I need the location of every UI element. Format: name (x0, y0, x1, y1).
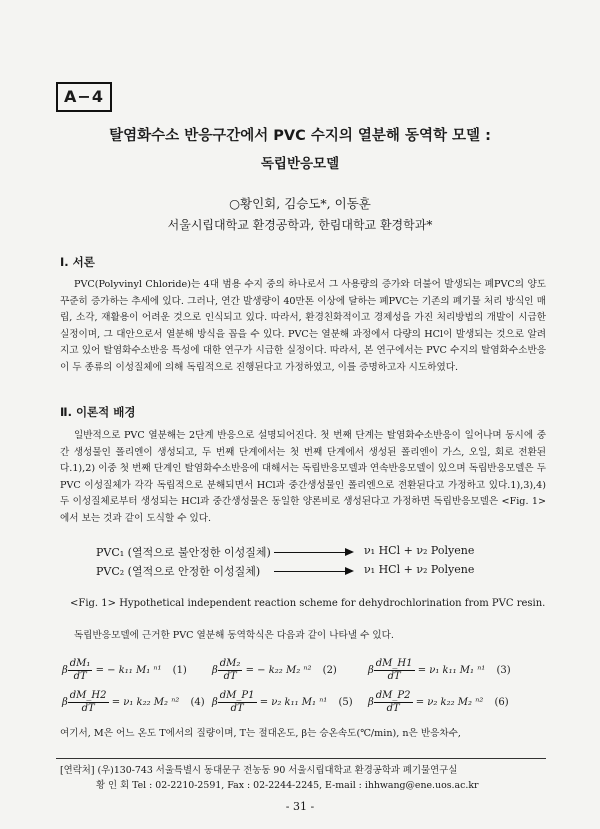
section-2-body (60, 428, 546, 528)
eq2-rhs: = − k₂₂ M₂ ⁿ² (245, 665, 312, 676)
eq1-num: dM₁ (69, 658, 91, 669)
scheme-row-2 (96, 563, 516, 581)
eq6-rhs: = ν₂ k₂₂ M₂ ⁿ² (415, 697, 484, 708)
eq4-den: dT (81, 703, 95, 714)
eq3-num: dM_H1 (375, 658, 413, 669)
eq2-num: dM₂ (219, 658, 241, 669)
eq2-den: dT (223, 671, 237, 682)
section-2-heading: Ⅱ. 이론적 배경 (60, 405, 136, 419)
eq4-num: dM_H2 (69, 690, 107, 701)
eq3-den: dT (387, 671, 401, 682)
eq6-num: dM_P2 (375, 690, 411, 701)
equation-6: β $\frac{dM\_P2}{dT}$ = ν₂ k₂₂ M₂ ⁿ² (6) (368, 690, 509, 714)
eq6-number: (6) (494, 697, 509, 708)
eq2-number: (2) (322, 665, 337, 676)
page-number: - 31 - (285, 800, 315, 813)
eq1-rhs: = − k₁₁ M₁ ⁿ¹ (95, 665, 162, 676)
eq5-number: (5) (338, 697, 353, 708)
eq3-rhs: = ν₁ k₁₁ M₁ ⁿ¹ (417, 665, 486, 676)
equation-1: β $\frac{\text{dM₁}}{dT}$ = − k₁₁ M₁ ⁿ¹ (1) (62, 658, 187, 682)
eq1-number: (1) (172, 665, 187, 676)
figure-caption: <Fig. 1> Hypothetical independent reaction scheme for dehydrochlorination from PVC resin. (70, 598, 546, 609)
right-arrow-icon (274, 552, 352, 553)
scheme-reactant-2: PVC₂ (열적으로 안정한 이성질체) (96, 565, 261, 578)
equation-4: β $\frac{dM\_H2}{dT}$ = ν₁ k₂₂ M₂ ⁿ² (4) (62, 690, 205, 714)
post-equations-text: 여기서, M은 어느 온도 T에서의 질량이며, T는 절대온도, β는 승온속도(℃/min), n은 반응차수, (60, 728, 461, 739)
equation-3: β $\frac{dM\_H1}{dT}$ = ν₁ k₁₁ M₁ ⁿ¹ (3) (368, 658, 511, 682)
post-equations (60, 726, 546, 743)
eq5-den: dT (230, 703, 244, 714)
equation-5: β $\frac{dM\_P1}{dT}$ = ν₂ k₁₁ M₁ ⁿ¹ (5) (212, 690, 353, 714)
eq1-den: dT (73, 671, 87, 682)
paper-title: 탈염화수소 반응구간에서 PVC 수지의 열분해 동역학 모델 : (109, 128, 491, 144)
section-2-paragraph: 일반적으로 PVC 열분해는 2단계 반응으로 설명되어진다. 첫 번째 단계는 탈염화수소반응이 일어나며 동시에 중간 생성물인 폴리엔이 생성되고, 두 번째 단계에서는 첫 번째 단계에서 생성된 폴리엔이 가스, 오일, 회로 전환된다.1),2) 이중 첫 번째 단계인 탈염화수소반응에 대해서는 독립반응모델과 연속반응모델이 있으며 독립반응모델은 두 PVC 이성질체가 각각 독립적으로 분해되면서 HCl과 중간생성물인 폴리엔으로 전환된다고 가정하고 있다.1),3),4) 두 이성질체로부터 생성되는 HCl과 중간생성물은 동일한 양론비로 생성된다고 가정하면 독립반응모델은 <Fig. 1>에서 보는 것과 같이 도식할 수 있다. (60, 430, 546, 524)
eq5-rhs: = ν₂ k₁₁ M₁ ⁿ¹ (259, 697, 328, 708)
section-badge: A−4 (56, 82, 112, 112)
scheme-products-1: ν₁ HCl + ν₂ Polyene (364, 544, 475, 557)
equations-intro-text: 독립반응모델에 근거한 PVC 열분해 동역학식은 다음과 같이 나타낼 수 있다. (74, 630, 394, 641)
contact-address: [연락처] (우)130-743 서울특별시 동대문구 전농동 90 서울시립대학교 환경공학과 폐기물연구실 (60, 765, 458, 776)
scheme-row-1 (96, 544, 516, 562)
section-1-heading: Ⅰ. 서론 (60, 255, 95, 269)
eq4-rhs: = ν₁ k₂₂ M₂ ⁿ² (111, 697, 180, 708)
eq5-num: dM_P1 (219, 690, 255, 701)
equation-2: β $\frac{\text{dM₂}}{dT}$ = − k₂₂ M₂ ⁿ² (2) (212, 658, 337, 682)
right-arrow-icon (274, 571, 352, 572)
eq3-number: (3) (496, 665, 511, 676)
contact-phone-email: 황 인 회 Tel : 02-2210-2591, Fax : 02-2244-2245, E-mail : ihhwang@ene.uos.ac.kr (96, 780, 479, 791)
section-1-paragraph: PVC(Polyvinyl Chloride)는 4대 범용 수지 중의 하나로서 그 사용량의 증가와 더불어 발생되는 폐PVC의 양도 꾸준히 증가하는 추세에 있다. 그러나, 연간 발생량이 40만톤 이상에 달하는 폐PVC는 기존의 폐기물 처리 방식인 매립, 소각, 재활용이 어려운 것으로 인식되고 있다. 따라서, 환경친화적이고 경제성을 가진 처리방법의 개발이 시급한 실정이며, 그 대안으로서 열분해 방식을 꼽을 수 있다. PVC는 열분해 과정에서 다량의 HCl이 발생되는 것으로 알려지고 있어 탈염화수소반응 특성에 대한 연구가 시급한 실정이다. 따라서, 본 연구에서는 PVC 수지의 탈염화수소반응이 두 종류의 이성질체에 의해 독립적으로 진행된다고 가정하였고, 이를 증명하고자 시도하였다. (60, 279, 546, 373)
affiliation: 서울시립대학교 환경공학과, 한림대학교 환경학과* (167, 218, 433, 232)
equations-intro (60, 628, 546, 645)
section-1-body (60, 277, 546, 377)
eq6-den: dT (386, 703, 400, 714)
scheme-products-2: ν₁ HCl + ν₂ Polyene (364, 563, 475, 576)
footer-divider (56, 758, 546, 759)
scheme-reactant-1: PVC₁ (열적으로 불안정한 이성질체) (96, 546, 271, 559)
eq4-number: (4) (190, 697, 205, 708)
contact-block (60, 763, 550, 793)
paper-subtitle: 독립반응모델 (260, 156, 340, 172)
authors: ○황인회, 김승도*, 이동훈 (229, 196, 371, 211)
